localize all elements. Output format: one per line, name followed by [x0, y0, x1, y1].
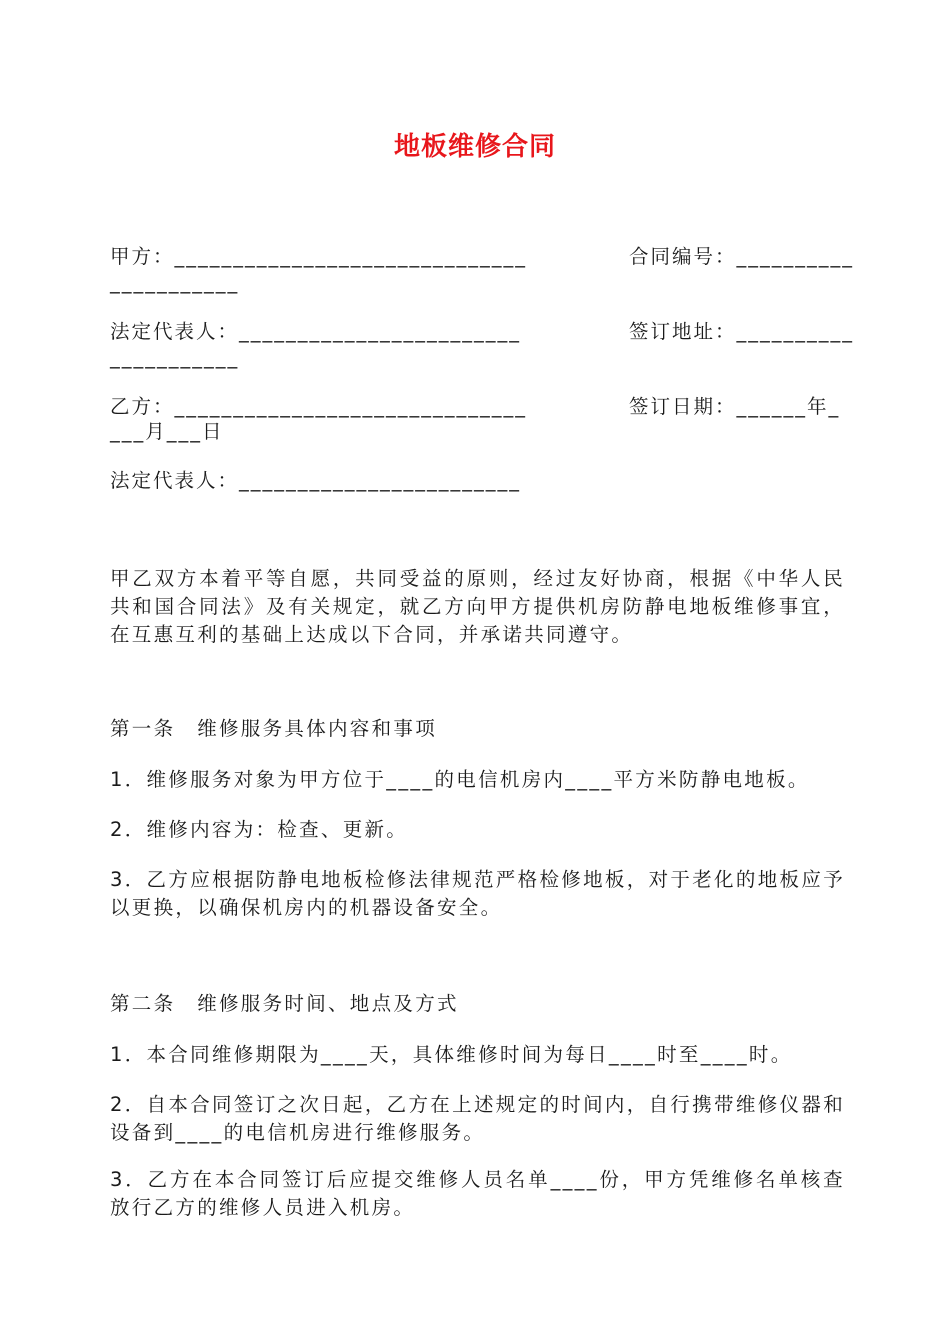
sign-date-field: 签订日期：______年_ [629, 395, 841, 418]
sign-place-field: 签订地址：__________ [629, 320, 855, 343]
article-1-item: 1．维修服务对象为甲方位于____的电信机房内____平方米防静电地板。 [110, 768, 810, 791]
article-1-heading: 第一条 维修服务具体内容和事项 [110, 717, 438, 740]
intro-paragraph: 甲乙双方本着平等自愿，共同受益的原则，经过友好协商，根据《中华人民共和国合同法》及有关规定，就乙方向甲方提供机房防静电地板维修事宜，在互惠互利的基础上达成以下合同，并承诺共同遵守。 [110, 567, 845, 646]
sign-date-continuation: ___月___日 [110, 420, 224, 443]
sign-place-continuation: ___________ [110, 346, 240, 369]
contract-number-continuation: ___________ [110, 271, 240, 294]
party-b-representative-field: 法定代表人：________________________ [110, 469, 522, 492]
article-1-item: 2．维修内容为：检查、更新。 [110, 818, 409, 841]
article-2-item: 2．自本合同签订之次日起，乙方在上述规定的时间内，自行携带维修仪器和设备到____的电信机房进行维修服务。 [110, 1093, 845, 1144]
article-2-heading: 第二条 维修服务时间、地点及方式 [110, 992, 459, 1015]
article-2-item: 3．乙方在本合同签订后应提交维修人员名单____份，甲方凭维修名单核查放行乙方的维修人员进入机房。 [110, 1168, 845, 1219]
party-a-field: 甲方：______________________________ [110, 245, 528, 268]
article-1-item: 3．乙方应根据防静电地板检修法律规范严格检修地板，对于老化的地板应予以更换，以确保机房内的机器设备安全。 [110, 868, 845, 919]
party-b-field: 乙方：______________________________ [110, 395, 528, 418]
party-a-representative-field: 法定代表人：________________________ [110, 320, 522, 343]
document-title: 地板维修合同 [393, 132, 556, 162]
contract-number-field: 合同编号：__________ [629, 245, 855, 268]
article-2-item: 1．本合同维修期限为____天，具体维修时间为每日____时至____时。 [110, 1043, 793, 1066]
